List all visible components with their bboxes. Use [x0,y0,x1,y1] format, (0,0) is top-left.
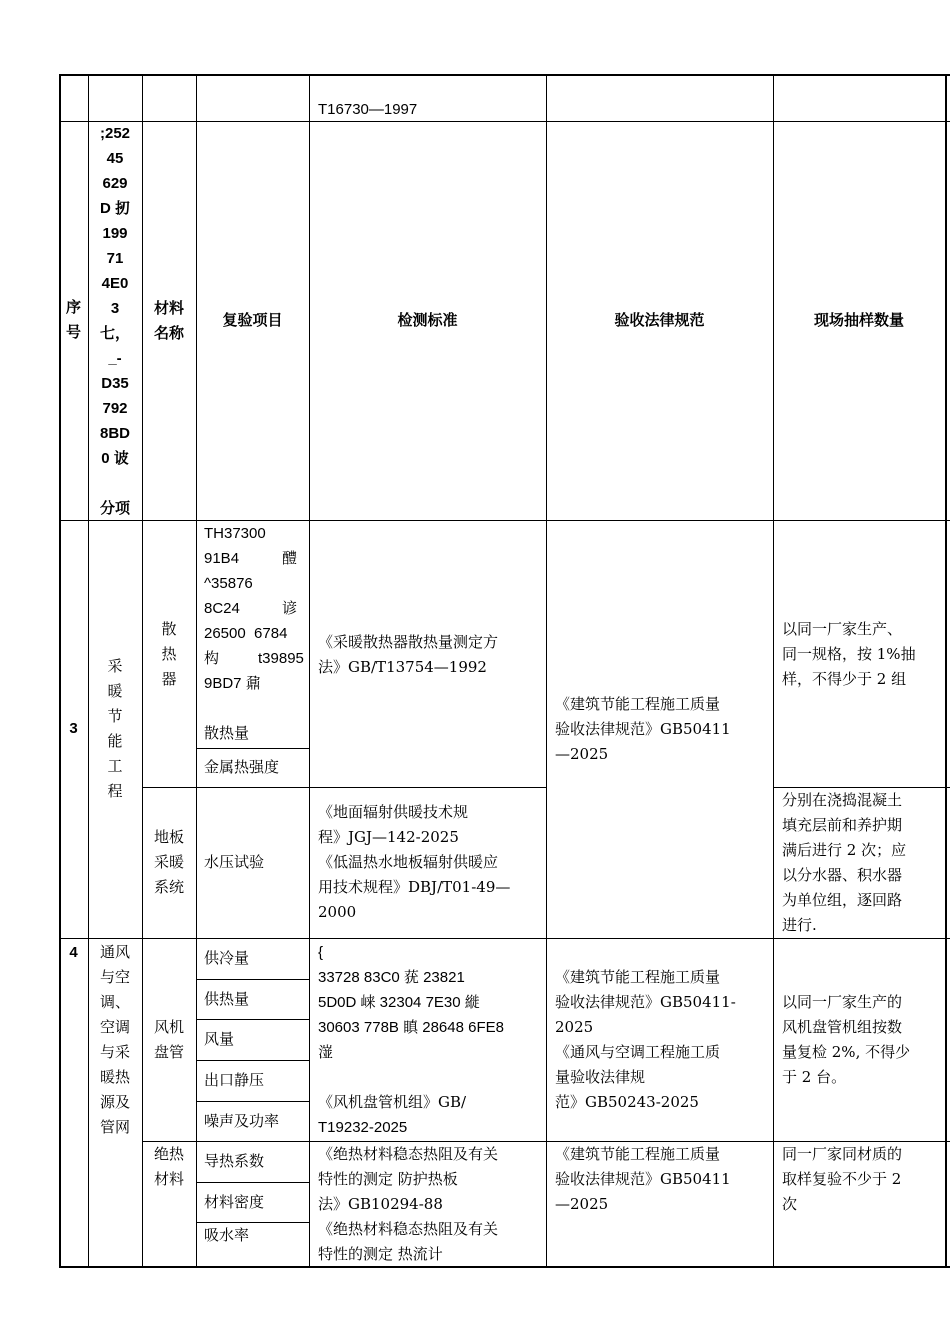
fan-coil-standard-line-7: T19232-2025 [318,1119,408,1136]
insulation-item-density: 材料密度 [204,1193,265,1211]
radiator-material: 散 热 器 [161,620,177,688]
radiator-sampling-line-2: 同一规格，按 1%抽 [782,645,916,663]
floor-sampling-line-3: 满后进行 2 次；应 [782,841,907,859]
section-3-category: 采 暖 节 能 工 程 [107,657,123,800]
radiator-garble-9: t39895 [258,650,304,667]
insulation-standard-line-1: 《绝热材料稳态热阻及有关 [318,1145,499,1163]
section-4-category: 通风 与空 调、 空调 与采 暖热 源及 管网 [99,943,130,1136]
fan-coil-standard-line-2: 33728 83C0 莸 23821 [318,969,465,986]
section-3-spec-line-3: —2025 [555,745,609,763]
section-4-number: 4 [69,944,78,961]
header-standard: 检测标准 [397,311,458,329]
fan-coil-standard-line-4: 30603 778B 瞋 28648 6FE8 [318,1019,504,1036]
radiator-item-metal-heat-intensity: 金属热强度 [204,758,280,776]
fan-coil-sampling-line-1: 以同一厂家生产的 [782,993,903,1011]
floor-sampling-line-5: 为单位组，逐回路 [782,891,903,909]
floor-sampling-line-2: 填充层前和养护期 [782,816,903,834]
section-3-spec-line-2: 验收法律规范》GB50411 [555,720,731,738]
insulation-spec-line-2: 验收法律规范》GB50411 [555,1170,731,1188]
radiator-garble-4: ^35876 [204,575,253,592]
floor-sampling-line-4: 以分水器、积水器 [782,866,903,884]
fan-coil-sampling-line-2: 风机盘管机组按数 [782,1018,903,1036]
header-spec: 验收法律规范 [614,311,705,329]
floor-standard-line-2: 程》JGJ—142-2025 [318,828,459,846]
fan-coil-item-noise-power: 噪声及功率 [204,1112,280,1130]
radiator-garble-2: 91B4 [204,550,240,567]
radiator-garble-5: 8C24 [204,600,240,617]
top-row-standard: T16730—1997 [318,101,418,118]
fan-coil-spec-line-6: 范》GB50243-2025 [555,1093,699,1111]
floor-heating-material: 地板 采暖 系统 [153,828,184,896]
fan-coil-item-static-pressure: 出口静压 [204,1071,265,1089]
insulation-spec-line-1: 《建筑节能工程施工质量 [555,1145,721,1163]
fan-coil-spec-line-5: 量验收法律规 [555,1068,646,1086]
floor-standard-line-1: 《地面辐射供暖技术规 [318,803,469,821]
insulation-sampling-line-2: 取样复验不少于 2 [782,1170,902,1188]
insulation-standard-line-3: 法》GB10294-88 [318,1195,443,1213]
insulation-standard-line-4: 《绝热材料稳态热阻及有关 [318,1220,499,1238]
radiator-item-heat: 散热量 [204,724,250,742]
fan-coil-standard-line-5: 潂 [318,1044,334,1061]
fan-coil-standard-line-6: 《风机盘管机组》GB/ [318,1093,467,1111]
fan-coil-item-heating: 供热量 [204,990,250,1008]
radiator-garble-1: TH37300 [204,525,266,542]
radiator-standard-line-2: 法》GB/T13754—1992 [318,658,487,676]
insulation-item-conductivity: 导热系数 [204,1152,265,1170]
insulation-sampling-line-3: 次 [782,1195,798,1213]
header-code-garble: ;252 45 629 D 扨 199 71 4E0 3 七， _- D35 792 8BD 0 诐 [99,125,131,467]
insulation-standard-line-5: 特性的测定 热流计 [318,1245,443,1263]
fan-coil-sampling-line-4: 于 2 台。 [782,1068,847,1086]
insulation-spec-line-3: —2025 [555,1195,609,1213]
radiator-garble-8: 构 [204,649,220,667]
insulation-standard-line-2: 特性的测定 防护热板 [318,1170,458,1188]
fan-coil-sampling-line-3: 量复检 2%, 不得少 [782,1043,911,1061]
fan-coil-item-cooling: 供冷量 [204,949,250,967]
floor-sampling-line-1: 分别在浇捣混凝土 [782,791,903,809]
insulation-item-water-absorption: 吸水率 [204,1226,250,1244]
fan-coil-spec-line-2: 验收法律规范》GB50411- [555,993,736,1011]
fan-coil-standard-line-1: { [318,944,324,961]
fan-coil-spec-line-3: 2025 [555,1018,594,1036]
radiator-standard-line-1: 《采暖散热器散热量测定方 [318,633,499,651]
floor-heating-item: 水压试验 [204,853,265,871]
radiator-sampling-line-1: 以同一厂家生产、 [782,620,903,638]
header-seq: 序 号 [65,298,81,341]
radiator-sampling-line-3: 样，不得少于 2 组 [782,670,907,688]
fan-coil-item-airflow: 风量 [204,1030,235,1048]
radiator-garble-6: 谚 [282,599,298,617]
insulation-material: 绝热 材料 [153,1145,184,1188]
header-recheck: 复验项目 [222,311,283,329]
floor-sampling-line-6: 进行. [782,916,817,934]
header-material: 材料 名称 [153,299,184,342]
floor-standard-line-4: 用技术规程》DBJ/T01-49— [318,878,511,896]
radiator-garble-3: 醴 [282,549,298,567]
floor-standard-line-3: 《低温热水地板辐射供暖应 [318,853,499,871]
radiator-garble-7: 26500 6784 [204,625,288,642]
fan-coil-material: 风机 盘管 [153,1018,184,1061]
radiator-garble-10: 9BD7 鼐 [204,675,261,692]
fan-coil-spec-line-1: 《建筑节能工程施工质量 [555,968,721,986]
header-sampling: 现场抽样数量 [813,311,904,329]
floor-standard-line-5: 2000 [318,903,357,921]
section-3-number: 3 [69,720,78,737]
insulation-sampling-line-1: 同一厂家同材质的 [782,1145,903,1163]
fan-coil-standard-line-3: 5D0D 崃 32304 7E30 縰 [318,994,480,1011]
section-3-spec-line-1: 《建筑节能工程施工质量 [555,695,721,713]
header-subitem: 分项 [99,499,130,517]
fan-coil-spec-line-4: 《通风与空调工程施工质 [555,1043,721,1061]
